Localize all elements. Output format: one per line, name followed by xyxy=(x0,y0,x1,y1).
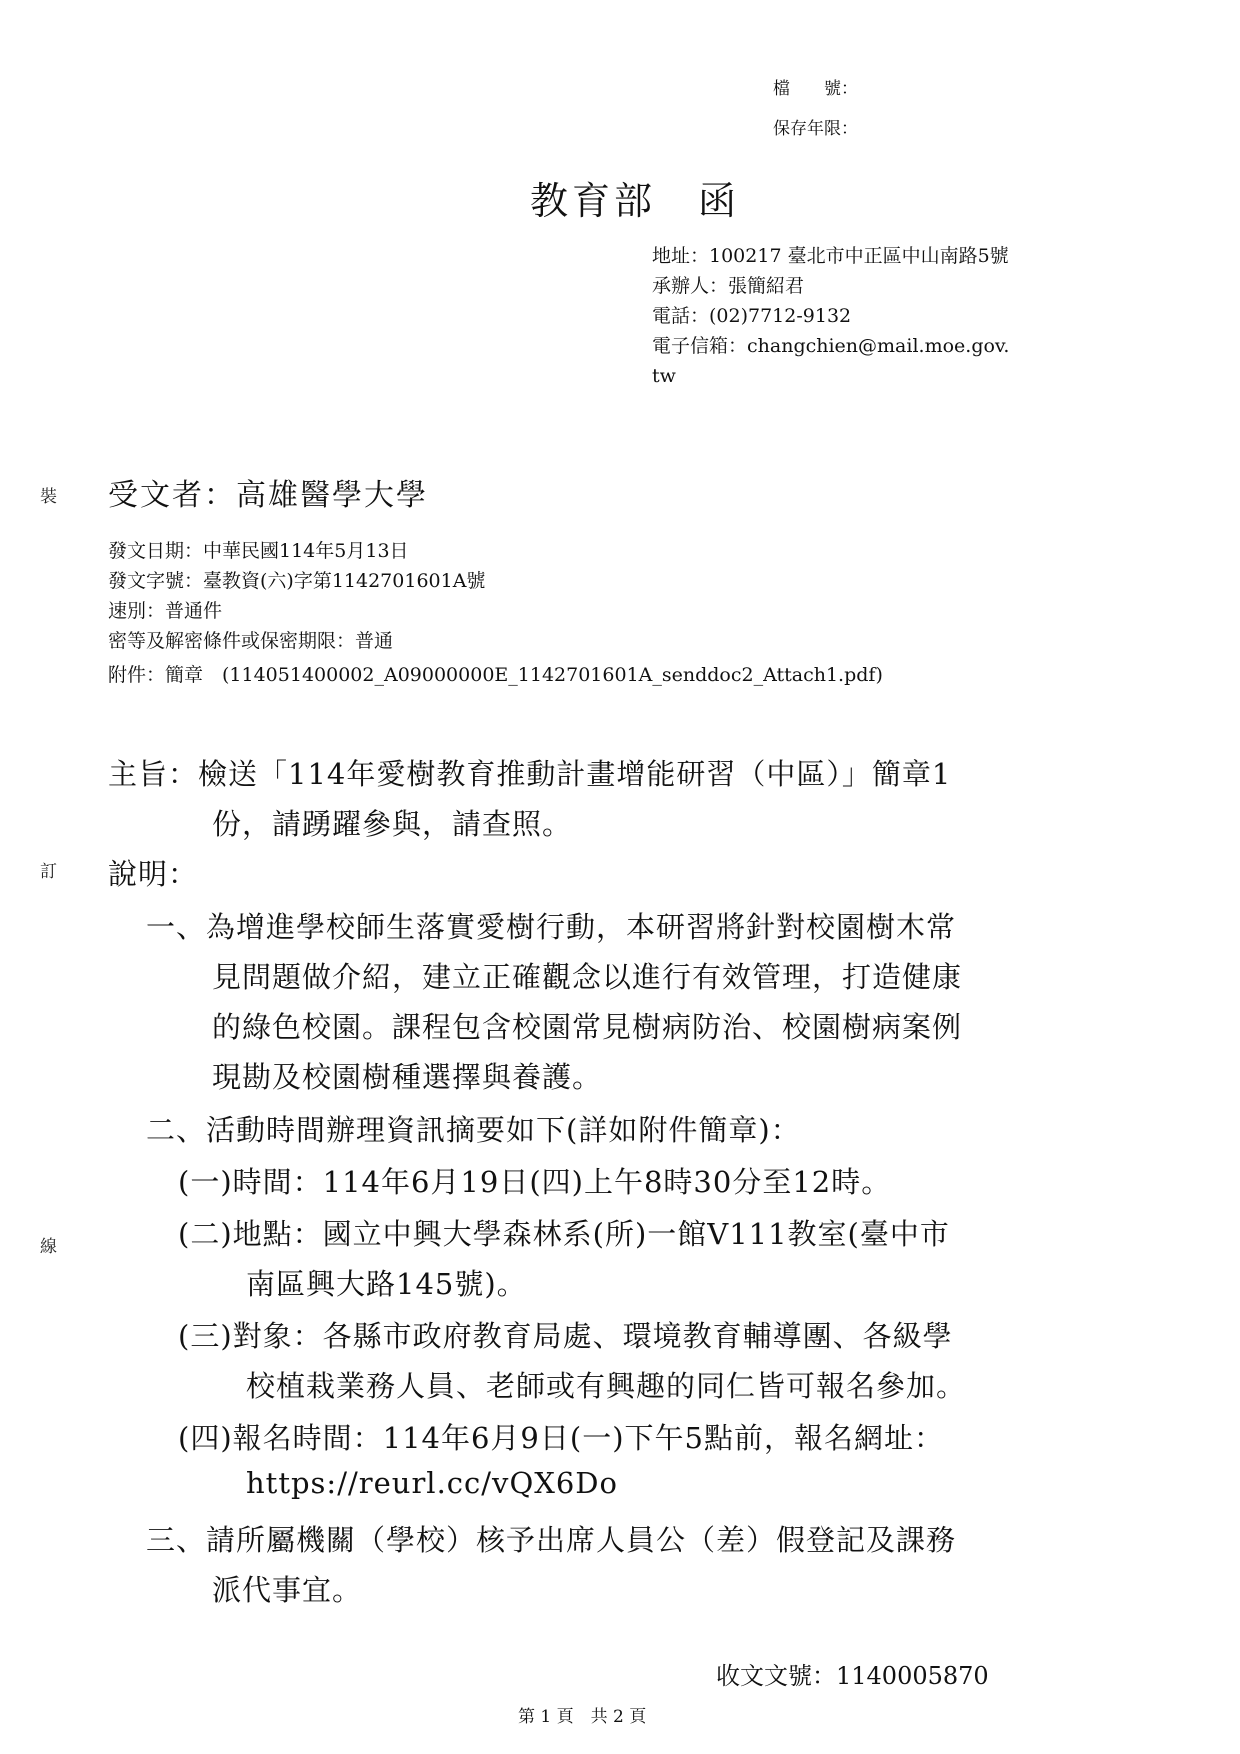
receipt-number: 收文文號：1140005870 xyxy=(716,1662,989,1690)
recipient: 受文者：高雄醫學大學 xyxy=(108,478,428,513)
item-2-sub-3-line-2: 校植栽業務人員、老師或有興趣的同仁皆可報名參加。 xyxy=(246,1369,967,1403)
explanation-heading: 說明： xyxy=(108,857,199,891)
item-2-sub-3-line-1: (三)對象：各縣市政府教育局處、環境教育輔導團、各級學 xyxy=(178,1319,953,1353)
page-indicator: 第 1 頁 共 2 頁 xyxy=(518,1707,647,1727)
issue-date: 發文日期：中華民國114年5月13日 xyxy=(108,540,409,562)
item-1-line-2: 見問題做介紹，建立正確觀念以進行有效管理，打造健康 xyxy=(212,960,963,994)
email-line-1: 電子信箱：changchien@mail.moe.gov. xyxy=(652,335,1010,357)
email-line-2: tw xyxy=(652,365,676,387)
item-1-line-4: 現勘及校園樹種選擇與養護。 xyxy=(212,1060,603,1094)
item-2-sub-1: (一)時間：114年6月19日(四)上午8時30分至12時。 xyxy=(178,1165,892,1199)
retention-period-label: 保存年限： xyxy=(773,119,858,139)
binding-mark-xian: 線 xyxy=(40,1237,57,1257)
phone: 電話：(02)7712-9132 xyxy=(652,305,852,327)
item-2-sub-2-line-2: 南區興大路145號)。 xyxy=(246,1267,527,1301)
address: 地址：100217 臺北市中正區中山南路5號 xyxy=(652,245,1009,267)
subject-line-2: 份，請踴躍參與，請查照。 xyxy=(212,807,573,841)
attachment: 附件：簡章 (114051400002_A09000000E_1142701601A_senddoc2_Attach1.pdf) xyxy=(108,664,883,686)
item-1-line-1: 一、為增進學校師生落實愛樹行動，本研習將針對校園樹木常 xyxy=(146,910,957,944)
binding-mark-zhuang: 裝 xyxy=(40,487,57,507)
item-2-sub-2-line-1: (二)地點：國立中興大學森林系(所)一館V111教室(臺中市 xyxy=(178,1217,950,1251)
subject-line-1: 主旨：檢送「114年愛樹教育推動計畫增能研習（中區）」簡章1 xyxy=(108,757,952,791)
item-3-line-1: 三、請所屬機關（學校）核予出席人員公（差）假登記及課務 xyxy=(146,1523,957,1557)
file-number-label: 檔 號： xyxy=(773,79,858,99)
item-3-line-2: 派代事宜。 xyxy=(212,1573,363,1607)
document-number: 發文字號：臺教資(六)字第1142701601A號 xyxy=(108,570,486,592)
item-1-line-3: 的綠色校園。課程包含校園常見樹病防治、校園樹病案例 xyxy=(212,1010,963,1044)
binding-mark-ding: 訂 xyxy=(40,862,57,882)
security-level: 密等及解密條件或保密期限：普通 xyxy=(108,630,394,652)
item-2-line-1: 二、活動時間辦理資訊摘要如下(詳如附件簡章)： xyxy=(146,1113,801,1147)
handler: 承辦人：張簡紹君 xyxy=(652,275,805,297)
item-2-sub-4-line-1: (四)報名時間：114年6月9日(一)下午5點前，報名網址： xyxy=(178,1421,944,1455)
registration-link[interactable]: https://reurl.cc/vQX6Do xyxy=(246,1466,619,1500)
delivery-speed: 速別：普通件 xyxy=(108,600,223,622)
document-title: 教育部 函 xyxy=(530,179,741,223)
